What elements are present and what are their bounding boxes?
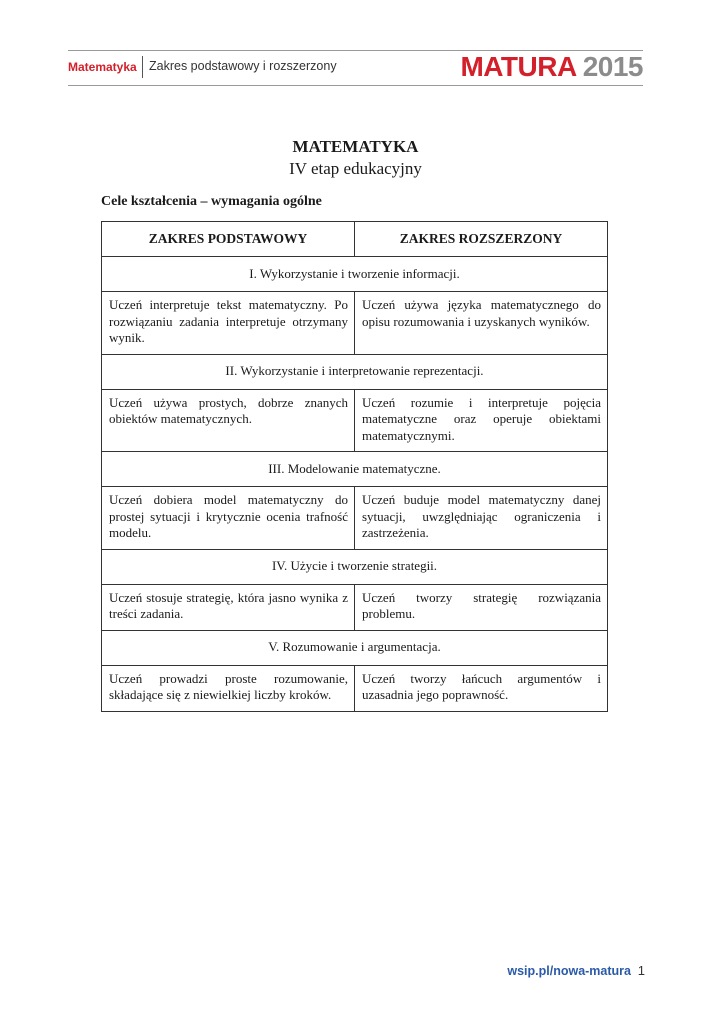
table-header-row xyxy=(102,222,608,257)
section-heading: Cele kształcenia – wymagania ogólne xyxy=(101,194,322,209)
footer-url-link[interactable]: wsip.pl/nowa-matura xyxy=(507,964,631,978)
group-title-row xyxy=(102,257,608,292)
basic-requirement: Uczeń dobiera model matematyczny do prostej sytuacji i krytycznie ocenia trafność modelu. xyxy=(102,487,355,550)
header-bottom-rule xyxy=(68,85,643,86)
extended-requirement: Uczeń tworzy strategię rozwiązania problemu. xyxy=(355,584,608,630)
header-separator xyxy=(142,56,143,78)
extended-requirement: Uczeń rozumie i interpretuje pojęcia matematyczne oraz operuje obiektami matematycznymi. xyxy=(355,389,608,452)
header-subject: Matematyka xyxy=(68,60,137,74)
document-subtitle: IV etap edukacyjny xyxy=(289,159,422,178)
table-row xyxy=(102,487,608,550)
group-title: III. Modelowanie matematyczne. xyxy=(102,452,608,487)
document-title: MATEMATYKA xyxy=(292,137,419,156)
header-scope: Zakres podstawowy i rozszerzony xyxy=(149,59,337,73)
group-title: II. Wykorzystanie i interpretowanie reprezentacji. xyxy=(102,354,608,389)
table-row xyxy=(102,389,608,452)
group-title: I. Wykorzystanie i tworzenie informacji. xyxy=(102,257,608,292)
basic-requirement: Uczeń prowadzi proste rozumowanie, składające się z niewielkiej liczby kroków. xyxy=(102,665,355,711)
brand-logo xyxy=(460,51,643,83)
table-row xyxy=(102,665,608,711)
column-header-basic: ZAKRES PODSTAWOWY xyxy=(102,222,355,257)
table-row xyxy=(102,584,608,630)
extended-requirement: Uczeń buduje model matematyczny danej sytuacji, uwzględniając ograniczenia i zastrzeżenia. xyxy=(355,487,608,550)
group-title-row xyxy=(102,354,608,389)
basic-requirement: Uczeń stosuje strategię, która jasno wynika z treści zadania. xyxy=(102,584,355,630)
column-header-extended: ZAKRES ROZSZERZONY xyxy=(355,222,608,257)
brand-word: MATURA xyxy=(460,51,577,82)
extended-requirement: Uczeń tworzy łańcuch argumentów i uzasadnia jego poprawność. xyxy=(355,665,608,711)
group-title-row xyxy=(102,549,608,584)
table-row xyxy=(102,292,608,355)
group-title: IV. Użycie i tworzenie strategii. xyxy=(102,549,608,584)
extended-requirement: Uczeń używa języka matematycznego do opisu rozumowania i uzyskanych wyników. xyxy=(355,292,608,355)
group-title: V. Rozumowanie i argumentacja. xyxy=(102,630,608,665)
brand-year: 2015 xyxy=(582,51,643,82)
group-title-row xyxy=(102,630,608,665)
basic-requirement: Uczeń interpretuje tekst matematyczny. Po rozwiązaniu zadania interpretuje otrzymany wynik. xyxy=(102,292,355,355)
page-number: 1 xyxy=(637,963,645,978)
group-title-row xyxy=(102,452,608,487)
requirements-table xyxy=(101,221,608,712)
basic-requirement: Uczeń używa prostych, dobrze znanych obiektów matematycznych. xyxy=(102,389,355,452)
